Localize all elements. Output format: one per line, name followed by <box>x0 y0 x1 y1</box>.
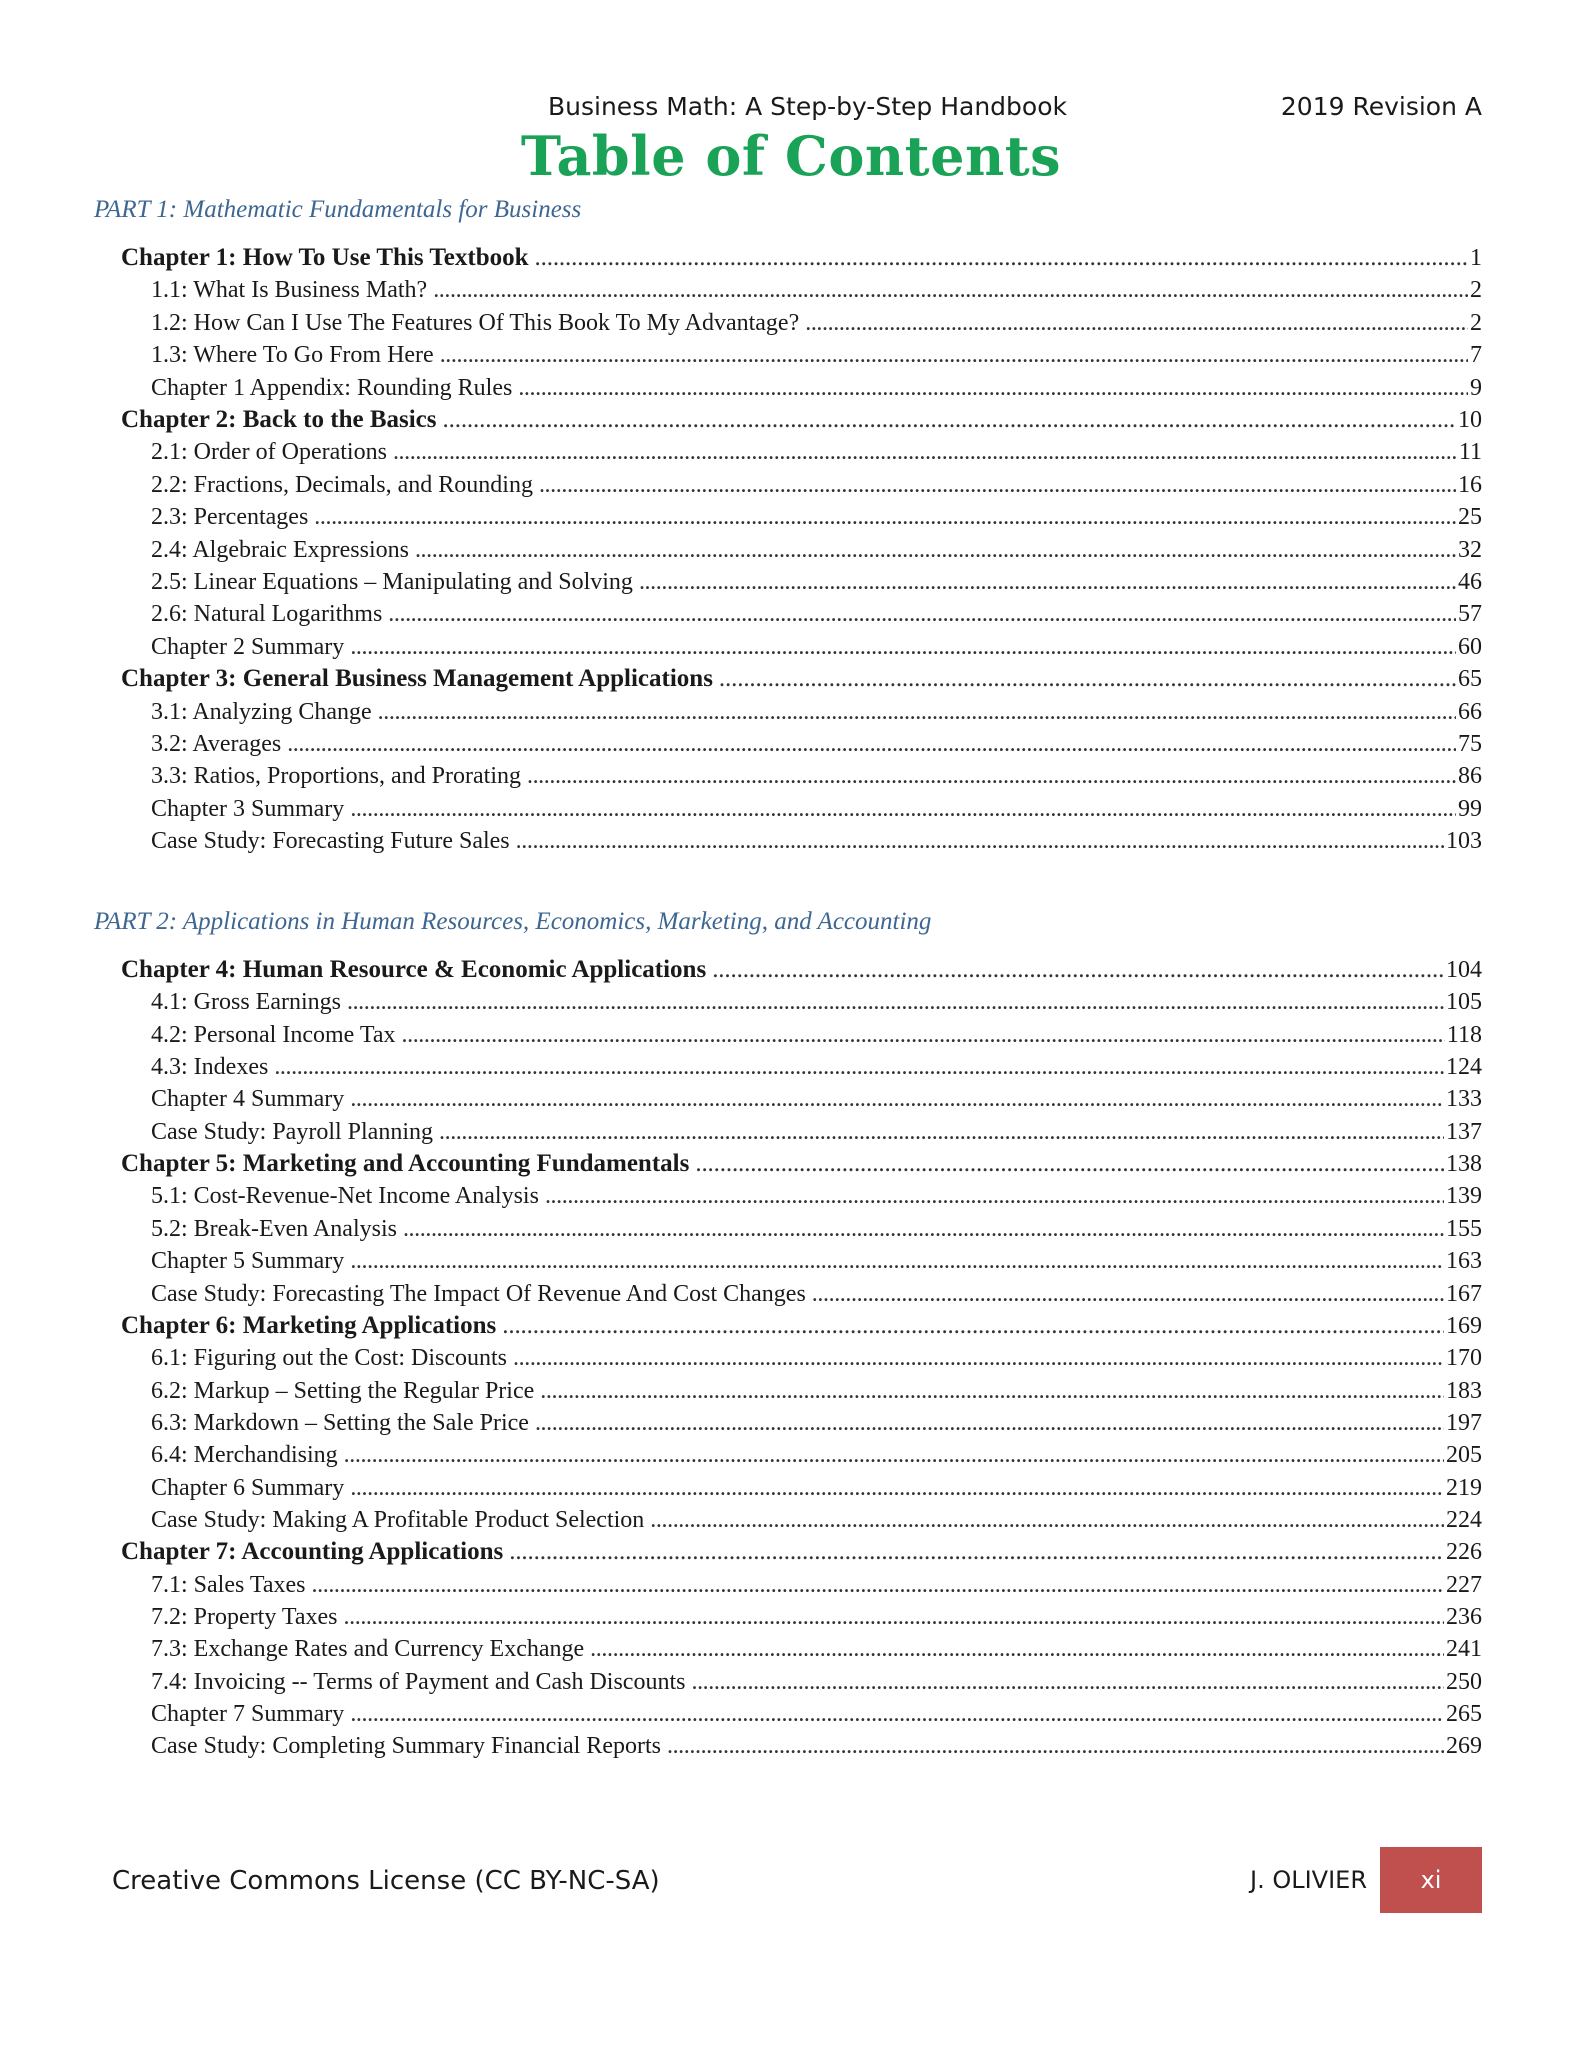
toc-dot-leader <box>439 1116 1444 1148</box>
toc-dot-leader <box>535 1407 1444 1439</box>
toc-title: Table of Contents <box>520 124 1062 188</box>
toc-entry-page-number: 197 <box>1444 1407 1482 1439</box>
toc-entry-label: Chapter 6: Marketing Applications <box>121 1310 502 1342</box>
toc-entry-label: Case Study: Forecasting The Impact Of Revenue And Cost Changes <box>151 1278 812 1310</box>
toc-entry-page-number: 105 <box>1444 986 1482 1018</box>
toc-entry-label: 7.2: Property Taxes <box>151 1601 344 1633</box>
toc-entry-page-number: 118 <box>1445 1019 1482 1051</box>
toc-entry-label: Chapter 1: How To Use This Textbook <box>121 242 535 274</box>
toc-entry-page-number: 155 <box>1444 1213 1482 1245</box>
toc-entry-page-number: 104 <box>1444 954 1482 986</box>
part-1-heading: PART 1: Mathematic Fundamentals for Business <box>94 196 582 223</box>
toc-dot-leader <box>691 1666 1444 1698</box>
toc-section-entry[interactable] <box>151 1342 1482 1374</box>
toc-dot-leader <box>388 598 1456 630</box>
toc-entry-page-number: 170 <box>1444 1342 1482 1374</box>
part-2-heading: PART 2: Applications in Human Resources, Economics, Marketing, and Accounting <box>94 908 932 935</box>
toc-section-entry[interactable] <box>151 1116 1482 1148</box>
toc-entry-page-number: 265 <box>1444 1698 1482 1730</box>
toc-dot-leader <box>274 1051 1444 1083</box>
toc-section-entry[interactable] <box>151 1213 1482 1245</box>
toc-entry-label: 6.4: Merchandising <box>151 1439 344 1471</box>
toc-section-entry[interactable] <box>151 1375 1482 1407</box>
toc-entry-label: 1.1: What Is Business Math? <box>151 274 433 306</box>
toc-entry-label: 7.1: Sales Taxes <box>151 1569 312 1601</box>
toc-dot-leader <box>312 1569 1444 1601</box>
toc-entry-label: Chapter 5: Marketing and Accounting Fundamentals <box>121 1148 695 1180</box>
toc-entry-label: Chapter 6 Summary <box>151 1472 350 1504</box>
toc-entry-page-number: 163 <box>1444 1245 1482 1277</box>
toc-dot-leader <box>350 1245 1444 1277</box>
toc-dot-leader <box>440 339 1468 371</box>
toc-entry-label: Chapter 4 Summary <box>151 1083 350 1115</box>
toc-section-entry[interactable] <box>151 728 1482 760</box>
toc-entry-page-number: 66 <box>1456 696 1482 728</box>
toc-dot-leader <box>509 1536 1444 1568</box>
toc-dot-leader <box>540 1375 1444 1407</box>
toc-entry-label: Case Study: Completing Summary Financial Reports <box>151 1730 667 1762</box>
toc-dot-leader <box>667 1730 1444 1762</box>
toc-entry-label: Chapter 4: Human Resource & Economic Applications <box>121 954 712 986</box>
toc-dot-leader <box>518 372 1468 404</box>
toc-section-entry[interactable] <box>151 631 1482 663</box>
toc-section-entry[interactable] <box>151 696 1482 728</box>
toc-dot-leader <box>433 274 1468 306</box>
toc-dot-leader <box>415 534 1456 566</box>
toc-dot-leader <box>287 728 1456 760</box>
toc-chapter-entry[interactable] <box>121 954 1482 986</box>
toc-section-entry[interactable] <box>151 760 1482 792</box>
toc-chapter-entry[interactable] <box>121 1310 1482 1342</box>
toc-entry-page-number: 9 <box>1468 372 1482 404</box>
toc-section-entry[interactable] <box>151 372 1482 404</box>
toc-entry-label: 6.3: Markdown – Setting the Sale Price <box>151 1407 535 1439</box>
toc-entry-page-number: 103 <box>1444 825 1482 857</box>
toc-entry-label: 1.3: Where To Go From Here <box>151 339 440 371</box>
toc-section-entry[interactable] <box>151 501 1482 533</box>
toc-dot-leader <box>347 986 1444 1018</box>
toc-entry-label: 5.2: Break-Even Analysis <box>151 1213 403 1245</box>
toc-entry-label: 2.6: Natural Logarithms <box>151 598 388 630</box>
toc-section-entry[interactable] <box>151 534 1482 566</box>
toc-dot-leader <box>350 631 1456 663</box>
toc-dot-leader <box>650 1504 1444 1536</box>
toc-entry-label: 7.4: Invoicing -- Terms of Payment and Cash Discounts <box>151 1666 691 1698</box>
toc-entry-label: Case Study: Forecasting Future Sales <box>151 825 516 857</box>
toc-dot-leader <box>590 1633 1444 1665</box>
toc-entry-page-number: 124 <box>1444 1051 1482 1083</box>
toc-entry-label: 2.2: Fractions, Decimals, and Rounding <box>151 469 539 501</box>
running-header-title: Business Math: A Step-by-Step Handbook <box>548 92 1067 121</box>
toc-entry-label: Chapter 5 Summary <box>151 1245 350 1277</box>
toc-entry-page-number: 16 <box>1456 469 1482 501</box>
toc-entry-label: 4.2: Personal Income Tax <box>151 1019 402 1051</box>
toc-entry-page-number: 241 <box>1444 1633 1482 1665</box>
toc-section-entry[interactable] <box>151 1051 1482 1083</box>
toc-entry-label: 5.1: Cost-Revenue-Net Income Analysis <box>151 1180 545 1212</box>
footer-author: J. OLIVIER <box>1250 1866 1368 1894</box>
toc-entry-label: 6.2: Markup – Setting the Regular Price <box>151 1375 540 1407</box>
toc-entry-label: Chapter 3 Summary <box>151 793 350 825</box>
toc-entry-page-number: 2 <box>1468 307 1482 339</box>
toc-chapter-entry[interactable] <box>121 1536 1482 1568</box>
toc-entry-label: Chapter 7: Accounting Applications <box>121 1536 509 1568</box>
toc-entry-page-number: 224 <box>1444 1504 1482 1536</box>
toc-entry-label: 1.2: How Can I Use The Features Of This Book To My Advantage? <box>151 307 805 339</box>
toc-entry-label: Chapter 2 Summary <box>151 631 350 663</box>
toc-entry-label: 2.3: Percentages <box>151 501 314 533</box>
toc-dot-leader <box>719 663 1456 695</box>
toc-dot-leader <box>695 1148 1444 1180</box>
toc-dot-leader <box>378 696 1456 728</box>
toc-section-entry[interactable] <box>151 1439 1482 1471</box>
toc-section-entry[interactable] <box>151 1472 1482 1504</box>
toc-entry-label: 6.1: Figuring out the Cost: Discounts <box>151 1342 513 1374</box>
toc-dot-leader <box>639 566 1456 598</box>
toc-entry-page-number: 57 <box>1456 598 1482 630</box>
toc-entry-page-number: 269 <box>1444 1730 1482 1762</box>
toc-entry-page-number: 205 <box>1444 1439 1482 1471</box>
toc-dot-leader <box>402 1019 1445 1051</box>
toc-entry-page-number: 25 <box>1456 501 1482 533</box>
toc-entry-page-number: 46 <box>1456 566 1482 598</box>
toc-entry-page-number: 133 <box>1444 1083 1482 1115</box>
toc-section-entry[interactable] <box>151 1407 1482 1439</box>
toc-dot-leader <box>350 1698 1444 1730</box>
toc-section-entry[interactable] <box>151 793 1482 825</box>
toc-entry-label: Chapter 3: General Business Management Applications <box>121 663 719 695</box>
toc-entry-page-number: 227 <box>1444 1569 1482 1601</box>
toc-entry-label: 2.4: Algebraic Expressions <box>151 534 415 566</box>
toc-dot-leader <box>403 1213 1444 1245</box>
toc-dot-leader <box>527 760 1456 792</box>
toc-entry-page-number: 2 <box>1468 274 1482 306</box>
toc-dot-leader <box>539 469 1456 501</box>
toc-dot-leader <box>314 501 1456 533</box>
toc-dot-leader <box>344 1601 1444 1633</box>
toc-entry-label: 4.1: Gross Earnings <box>151 986 347 1018</box>
toc-section-entry[interactable] <box>151 1633 1482 1665</box>
toc-entry-page-number: 139 <box>1444 1180 1482 1212</box>
toc-entry-page-number: 7 <box>1468 339 1482 371</box>
toc-entry-label: Case Study: Making A Profitable Product Selection <box>151 1504 650 1536</box>
toc-entry-page-number: 75 <box>1456 728 1482 760</box>
toc-section-entry[interactable] <box>151 825 1482 857</box>
toc-dot-leader <box>712 954 1444 986</box>
toc-section-entry[interactable] <box>151 1019 1482 1051</box>
toc-dot-leader <box>502 1310 1444 1342</box>
toc-section-entry[interactable] <box>151 1601 1482 1633</box>
toc-section-entry[interactable] <box>151 1245 1482 1277</box>
toc-entry-label: 3.3: Ratios, Proportions, and Prorating <box>151 760 527 792</box>
toc-chapter-entry[interactable] <box>121 1148 1482 1180</box>
toc-section-entry[interactable] <box>151 1569 1482 1601</box>
toc-section-entry[interactable] <box>151 1730 1482 1762</box>
toc-section-entry[interactable] <box>151 436 1482 468</box>
toc-entry-page-number: 167 <box>1444 1278 1482 1310</box>
toc-entry-page-number: 137 <box>1444 1116 1482 1148</box>
toc-chapter-entry[interactable] <box>121 663 1482 695</box>
toc-entry-page-number: 10 <box>1456 404 1482 436</box>
toc-entry-page-number: 65 <box>1456 663 1482 695</box>
toc-section-entry[interactable] <box>151 274 1482 306</box>
footer-page-number: xi <box>1380 1847 1482 1913</box>
toc-entry-page-number: 169 <box>1444 1310 1482 1342</box>
toc-dot-leader <box>350 793 1456 825</box>
toc-dot-leader <box>393 436 1457 468</box>
toc-dot-leader <box>344 1439 1444 1471</box>
toc-section-entry[interactable] <box>151 339 1482 371</box>
toc-entry-page-number: 226 <box>1444 1536 1482 1568</box>
toc-chapter-entry[interactable] <box>121 404 1482 436</box>
toc-entry-label: 3.1: Analyzing Change <box>151 696 378 728</box>
toc-dot-leader <box>443 404 1456 436</box>
toc-entry-label: 2.1: Order of Operations <box>151 436 393 468</box>
toc-entry-page-number: 183 <box>1444 1375 1482 1407</box>
toc-section-entry[interactable] <box>151 307 1482 339</box>
toc-entry-label: 7.3: Exchange Rates and Currency Exchange <box>151 1633 590 1665</box>
toc-entry-label: Case Study: Payroll Planning <box>151 1116 439 1148</box>
toc-entry-page-number: 11 <box>1457 436 1482 468</box>
toc-entry-label: Chapter 1 Appendix: Rounding Rules <box>151 372 518 404</box>
toc-section-entry[interactable] <box>151 598 1482 630</box>
toc-dot-leader <box>350 1083 1444 1115</box>
toc-section-entry[interactable] <box>151 1666 1482 1698</box>
toc-dot-leader <box>513 1342 1444 1374</box>
toc-section-entry[interactable] <box>151 469 1482 501</box>
toc-entry-label: 2.5: Linear Equations – Manipulating and Solving <box>151 566 639 598</box>
toc-entry-label: Chapter 7 Summary <box>151 1698 350 1730</box>
toc-entry-page-number: 138 <box>1444 1148 1482 1180</box>
toc-entry-page-number: 250 <box>1444 1666 1482 1698</box>
footer-license: Creative Commons License (CC BY-NC-SA) <box>112 1866 660 1896</box>
toc-entry-page-number: 32 <box>1456 534 1482 566</box>
toc-entry-page-number: 86 <box>1456 760 1482 792</box>
toc-section-entry[interactable] <box>151 986 1482 1018</box>
toc-entry-label: 4.3: Indexes <box>151 1051 274 1083</box>
toc-chapter-entry[interactable] <box>121 242 1482 274</box>
toc-section-entry[interactable] <box>151 1180 1482 1212</box>
toc-section-entry[interactable] <box>151 1278 1482 1310</box>
toc-dot-leader <box>545 1180 1444 1212</box>
toc-section-entry[interactable] <box>151 1083 1482 1115</box>
toc-entry-label: 3.2: Averages <box>151 728 287 760</box>
toc-entry-page-number: 99 <box>1456 793 1482 825</box>
toc-section-entry[interactable] <box>151 1504 1482 1536</box>
toc-section-entry[interactable] <box>151 566 1482 598</box>
toc-dot-leader <box>350 1472 1444 1504</box>
toc-dot-leader <box>805 307 1468 339</box>
running-header-revision: 2019 Revision A <box>1280 92 1482 121</box>
toc-dot-leader <box>535 242 1468 274</box>
toc-dot-leader <box>516 825 1444 857</box>
toc-entry-page-number: 219 <box>1444 1472 1482 1504</box>
toc-entry-page-number: 60 <box>1456 631 1482 663</box>
toc-dot-leader <box>812 1278 1444 1310</box>
toc-entry-page-number: 1 <box>1468 242 1482 274</box>
toc-section-entry[interactable] <box>151 1698 1482 1730</box>
toc-entry-page-number: 236 <box>1444 1601 1482 1633</box>
toc-entry-label: Chapter 2: Back to the Basics <box>121 404 443 436</box>
